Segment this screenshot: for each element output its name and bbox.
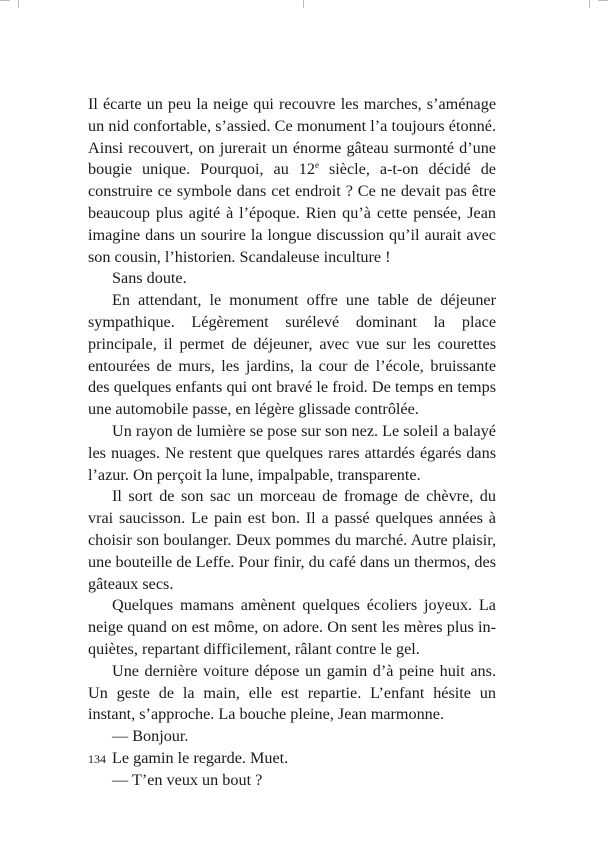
paragraph-text: Il écarte un peu la neige qui recouvre les marches, s’aménage un nid confortable, s’assied. Ce monument l’a toujours étonné. Ainsi recouvert, on jurerait un énorme gâteau surmonté d’une bougie unique. Pourquoi, au 12 — [88, 95, 496, 179]
superscript: e — [314, 160, 319, 171]
paragraph-text: siècle, a-t-on décidé de construire ce symbole dans cet endroit ? Ce ne devait pas être beaucoup plus agité à l’époque. Rien qu’à cette pensée, Jean imagine dans un sourire la longue discussion qu’il aurait avec son cousin, l’historien. Scandaleuse inculture ! — [88, 160, 496, 266]
crop-mark-top-left-vertical — [18, 0, 19, 8]
paragraph: Un rayon de lumière se pose sur son nez. Le soleil a balayé les nuages. Ne restent que quelques rares attardés égarés dans l’azur. On perçoit la lune, impalpable, transparente. — [88, 421, 496, 484]
paragraph: Le gamin le regarde. Muet. — [112, 748, 289, 767]
paragraph — [88, 94, 496, 268]
dialogue-line: — Bonjour. — [112, 727, 189, 746]
paragraph: En attendant, le monument offre une table de déjeuner sympathique. Légèrement surélevé dominant la place principale, il permet de déjeuner, avec vue sur les courettes entourées de murs, les jardins, la cour de l’école, bruissante des quelques enfants qui ont bravé le froid. De temps en temps une automobile passe, en légère glissade contrôlée. — [88, 291, 496, 419]
crop-mark-top-right — [598, 0, 608, 1]
paragraph: Une dernière voiture dépose un gamin d’à peine huit ans. Un geste de la main, elle est repartie. L’enfant hésite un instant, s’approche. La bouche pleine, Jean marmonne. — [88, 661, 496, 724]
paragraph: Il sort de son sac un morceau de fromage de chèvre, du vrai saucisson. Le pain est bon. Il a passé quelques années à choisir son boulanger. Deux pommes du marché. Autre plaisir, une bouteille de Leffe. Pour finir, du café dans un thermos, des gâteaux secs. — [88, 487, 496, 593]
paragraph: Sans doute. — [112, 269, 187, 288]
page-number: 134 — [88, 752, 106, 766]
crop-mark-top-left — [0, 0, 10, 1]
paragraph: Quelques mamans amènent quelques écoliers joyeux. La neige quand on est môme, on adore. On sent les mères plus inquiètes, repartant difficilement, râlant contre le gel. — [88, 596, 496, 658]
dialogue-line: — T’en veux un bout ? — [112, 770, 263, 789]
crop-mark-top-center — [303, 0, 304, 8]
crop-mark-top-right-vertical — [589, 0, 590, 8]
body-text — [88, 94, 496, 792]
